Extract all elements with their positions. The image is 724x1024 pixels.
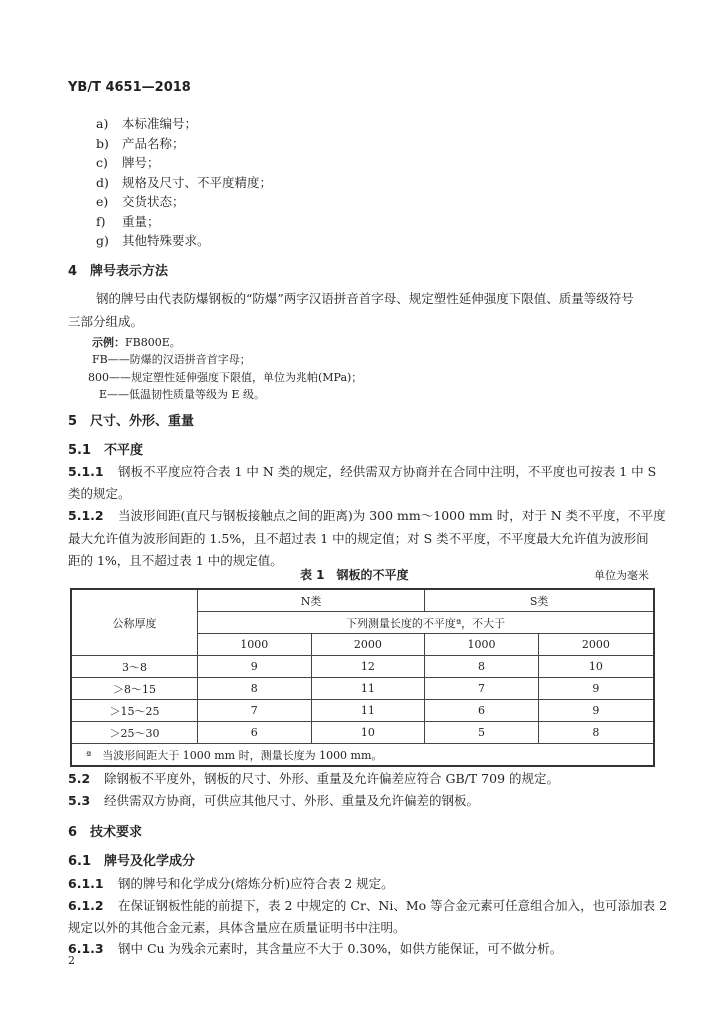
cell: 9 xyxy=(198,656,312,678)
clause-6-1-2-cont: 规定以外的其他合金元素，具体含量应在质量证明书中注明。 xyxy=(68,920,406,935)
cell: 10 xyxy=(311,722,425,744)
cell: 8 xyxy=(198,678,312,700)
legend-line: E——低温韧性质量等级为 E 级。 xyxy=(99,388,266,401)
cell: 6 xyxy=(198,722,312,744)
cell: 5 xyxy=(425,722,539,744)
cell: ＞25～30 xyxy=(71,722,198,744)
cell: 7 xyxy=(425,678,539,700)
table-unit: 单位为毫米 xyxy=(594,569,649,582)
table-row xyxy=(71,656,654,678)
cell: 11 xyxy=(311,678,425,700)
clause-5-1-1: 5.1.1 钢板不平度应符合表 1 中 N 类的规定，经供需双方协商并在合同中注明，不平度也可按表 1 中 S xyxy=(68,464,657,479)
clause-5-1-1-cont: 类的规定。 xyxy=(68,486,131,501)
section-6-1-heading: 6.1 牌号及化学成分 xyxy=(68,854,196,869)
list-item: b) 产品名称； xyxy=(96,136,185,151)
clause-5-1-2-cont: 最大允许值为波形间距的 1.5%，且不超过表 1 中的规定值；对 S 类不平度，不平度最大允许值为波形间 xyxy=(68,531,649,546)
document-id: YB/T 4651—2018 xyxy=(68,80,191,95)
list-item: d) 规格及尺寸、不平度精度； xyxy=(96,175,273,190)
list-item: e) 交货状态； xyxy=(96,194,185,209)
cell: 3～8 xyxy=(71,656,198,678)
section-4-paragraph: 三部分组成。 xyxy=(68,314,144,329)
clause-6-1-2: 6.1.2 在保证钢板性能的前提下，表 2 中规定的 Cr、Ni、Mo 等合金元素可任意组合加入，也可添加表 2 xyxy=(68,898,668,913)
section-4-paragraph: 钢的牌号由代表防爆钢板的“防爆”两字汉语拼音首字母、规定塑性延伸强度下限值、质量等级符号 xyxy=(96,291,634,306)
table-row xyxy=(71,678,654,700)
legend-line: 800——规定塑性延伸强度下限值，单位为兆帕(MPa)； xyxy=(88,371,363,384)
clause-6-1-1: 6.1.1 钢的牌号和化学成分(熔炼分析)应符合表 2 规定。 xyxy=(68,876,394,891)
section-4-heading: 4 牌号表示方法 xyxy=(68,264,169,279)
cell: 7 xyxy=(198,700,312,722)
clause-5-1-2: 5.1.2 当波形间距(直尺与钢板接触点之间的距离)为 300 mm～1000 mm 时，对于 N 类不平度，不平度 xyxy=(68,508,666,523)
header-thickness: 公称厚度 xyxy=(71,589,198,656)
legend-line: FB——防爆的汉语拼音首字母； xyxy=(92,353,251,366)
list-item: f) 重量； xyxy=(96,214,160,229)
header-length: 1000 xyxy=(198,634,312,656)
table-row xyxy=(71,722,654,744)
header-n-class: N类 xyxy=(198,589,425,612)
clause-5-1-2-cont: 距的 1%，且不超过表 1 中的规定值。 xyxy=(68,553,283,568)
clause-5-3: 5.3 经供需双方协商，可供应其他尺寸、外形、重量及允许偏差的钢板。 xyxy=(68,793,480,808)
header-length: 2000 xyxy=(538,634,654,656)
page-number: 2 xyxy=(68,954,75,967)
cell: ＞8～15 xyxy=(71,678,198,700)
flatness-table xyxy=(70,588,655,767)
section-5-heading: 5 尺寸、外形、重量 xyxy=(68,414,195,429)
list-item: c) 牌号； xyxy=(96,155,160,170)
list-item: g) 其他特殊要求。 xyxy=(96,233,210,248)
header-measure-length: 下列测量长度的不平度ª，不大于 xyxy=(198,612,655,634)
cell: 10 xyxy=(538,656,654,678)
header-length: 2000 xyxy=(311,634,425,656)
section-6-heading: 6 技术要求 xyxy=(68,825,143,840)
cell: 8 xyxy=(425,656,539,678)
cell: 9 xyxy=(538,700,654,722)
cell: 12 xyxy=(311,656,425,678)
cell: 8 xyxy=(538,722,654,744)
cell: 9 xyxy=(538,678,654,700)
section-5-1-heading: 5.1 不平度 xyxy=(68,443,144,458)
header-length: 1000 xyxy=(425,634,539,656)
cell: ＞15～25 xyxy=(71,700,198,722)
header-s-class: S类 xyxy=(425,589,654,612)
table-row xyxy=(71,700,654,722)
clause-5-2: 5.2 除钢板不平度外，钢板的尺寸、外形、重量及允许偏差应符合 GB/T 709 的规定。 xyxy=(68,771,560,786)
clause-6-1-3: 6.1.3 钢中 Cu 为残余元素时，其含量应不大于 0.30%，如供方能保证，可不做分析。 xyxy=(68,941,563,956)
list-item: a) 本标准编号； xyxy=(96,116,198,131)
example: 示例：FB800E。 xyxy=(92,336,181,349)
table-title: 表 1 钢板的不平度 xyxy=(300,568,409,582)
cell: 11 xyxy=(311,700,425,722)
table-footnote: ª 当波形间距大于 1000 mm 时，测量长度为 1000 mm。 xyxy=(71,744,654,767)
cell: 6 xyxy=(425,700,539,722)
